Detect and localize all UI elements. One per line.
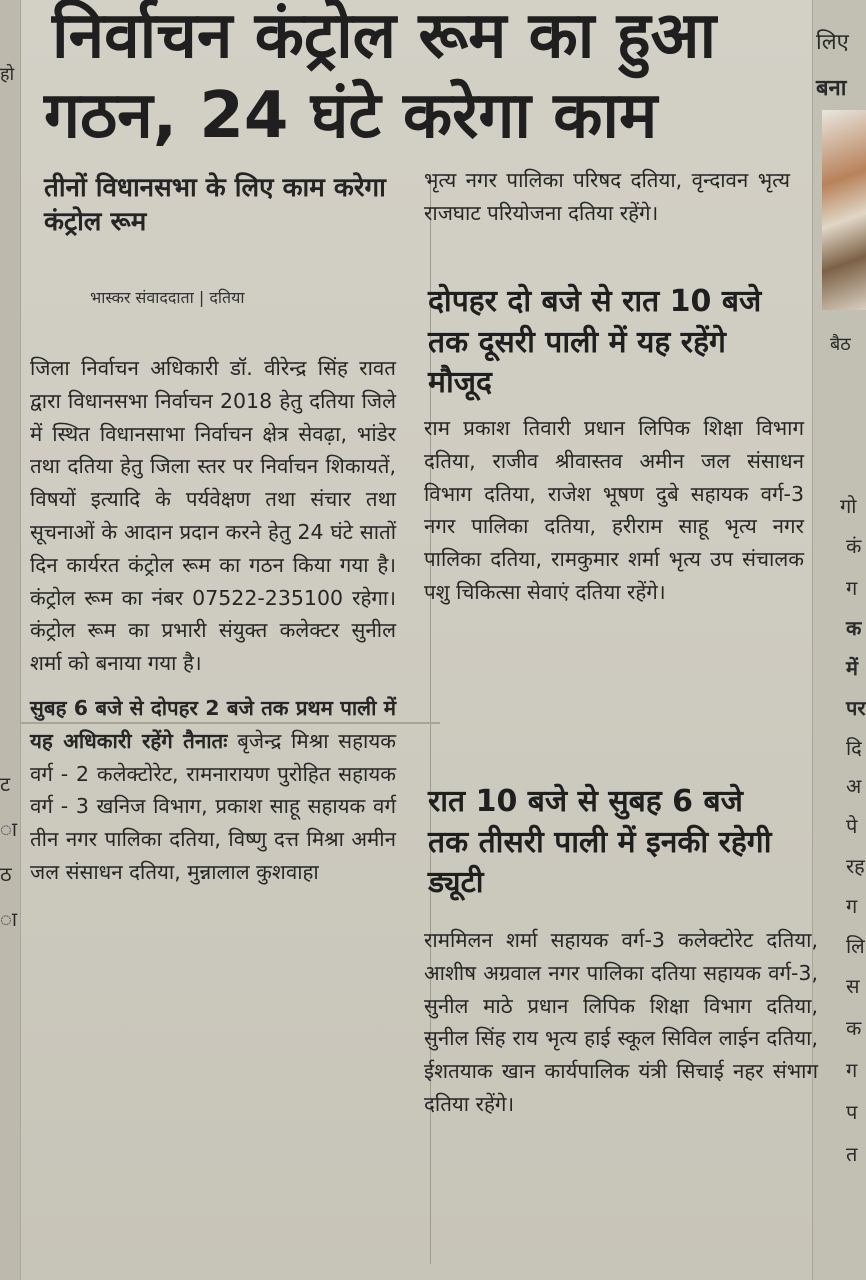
edge-fragment: स [846, 974, 860, 998]
edge-fragment: पे [846, 814, 858, 838]
edge-fragment: ग [846, 894, 858, 918]
edge-fragment: ा [0, 907, 18, 931]
edge-fragment: ठ [0, 862, 12, 886]
intro-paragraph: जिला निर्वाचन अधिकारी डॉ. वीरेन्द्र सिंह रावत द्वारा विधानसभा निर्वाचन 2018 हेतु दतिया जिले में स्थित विधानसाभा निर्वाचन क्षेत्र सेवढ़ा, भांडेर तथा दतिया हेतु जिला स्तर पर निर्वाचन शिकायतें, विषयों इत्यादि के पर्यवेक्षण तथा संचार तथा सूचनाओं के आदान प्रदान करने हेतु 24 घंटे सातों दिन कार्यरत कंट्रोल रूम का गठन किया गया है। कंट्रोल रूम का नंबर 07522-235100 रहेगा। कंट्रोल रूम का प्रभारी संयुक्त कलेक्टर सुनील शर्मा को बनाया गया है। [30, 356, 396, 676]
headline-line-2: गठन, 24 घंटे करेगा काम [44, 79, 658, 153]
shift3-body-block [424, 924, 818, 1121]
edge-fragment: लिए [816, 30, 849, 55]
edge-fragment: हो [0, 64, 15, 85]
edge-fragment: बना [816, 76, 847, 101]
edge-fragment: क [846, 616, 862, 640]
left-page-fold [0, 0, 21, 1280]
edge-fragment: लि [846, 934, 865, 958]
edge-fragment: ग [846, 576, 858, 600]
shift1-body: बृजेन्द्र मिश्रा सहायक वर्ग - 2 कलेक्टोरेट, रामनारायण पुरोहित सहायक वर्ग - 3 खनिज विभाग, प्रकाश साहू सहायक वर्ग तीन नगर पालिका दतिया, विष्णु दत्त मिश्रा अमीन जल संसाधन दतिया, मुन्नालाल कुशवाहा [30, 728, 396, 884]
headline-line-1: निर्वाचन कंट्रोल रूम का हुआ [52, 0, 717, 73]
shift2-body: राम प्रकाश तिवारी प्रधान लिपिक शिक्षा विभाग दतिया, राजीव श्रीवास्तव अमीन जल संसाधन विभाग दतिया, राजेश भूषण दुबे सहायक वर्ग-3 नगर पालिका दतिया, हरीराम साहू भृत्य नगर पालिका दतिया, रामकुमार शर्मा भृत्य उप संचालक पशु चिकित्सा सेवाएं दतिया रहेंगे। [424, 416, 804, 604]
edge-fragment: पर [846, 696, 866, 720]
subheadline: तीनों विधानसभा के लिए काम करेगा कंट्रोल रूम [44, 173, 386, 237]
continuation-paragraph: भृत्य नगर पालिका परिषद दतिया, वृन्दावन भृत्य राजघाट परियोजना दतिया रहेंगे। [424, 168, 790, 225]
edge-fragment: अ [846, 774, 862, 798]
adjacent-article-photo [822, 110, 866, 310]
shift2-body-block [424, 412, 804, 609]
left-column [30, 352, 396, 889]
edge-fragment: त [846, 1142, 858, 1166]
shift1-heading: सुबह 6 बजे से दोपहर 2 बजे तक प्रथम पाली में यह अधिकारी रहेंगे तैनातः [30, 695, 396, 753]
edge-fragment: रह [846, 854, 865, 878]
edge-fragment: बैठ [830, 334, 851, 355]
shift3-heading: रात 10 बजे से सुबह 6 बजे तक तीसरी पाली में इनकी रहेगी ड्यूटी [428, 784, 772, 900]
edge-fragment: दि [846, 736, 862, 760]
shift2-heading: दोपहर दो बजे से रात 10 बजे तक दूसरी पाली में यह रहेंगे मौजूद [428, 284, 762, 400]
right-column-continuation [424, 164, 790, 230]
byline: भास्कर संवाददाता | दतिया [90, 288, 245, 307]
edge-fragment: प [846, 1100, 858, 1124]
edge-fragment: कं [846, 534, 862, 558]
edge-fragment: ा [0, 817, 18, 841]
edge-fragment: गो [840, 494, 857, 518]
shift3-body: राममिलन शर्मा सहायक वर्ग-3 कलेक्टोरेट दतिया, आशीष अग्रवाल नगर पालिका दतिया सहायक वर्ग-3, सुनील माठे प्रधान लिपिक शिक्षा विभाग दतिया, सुनील सिंह राय भृत्य हाई स्कूल सिविल लाईन दतिया, ईशतयाक खान कार्यपालिक यंत्री सिचाई नहर संभाग दतिया रहेंगे। [424, 928, 818, 1116]
edge-fragment: क [846, 1016, 862, 1040]
edge-fragment: ग [846, 1058, 858, 1082]
edge-fragment: में [846, 656, 858, 680]
edge-fragment: ट [0, 772, 11, 796]
